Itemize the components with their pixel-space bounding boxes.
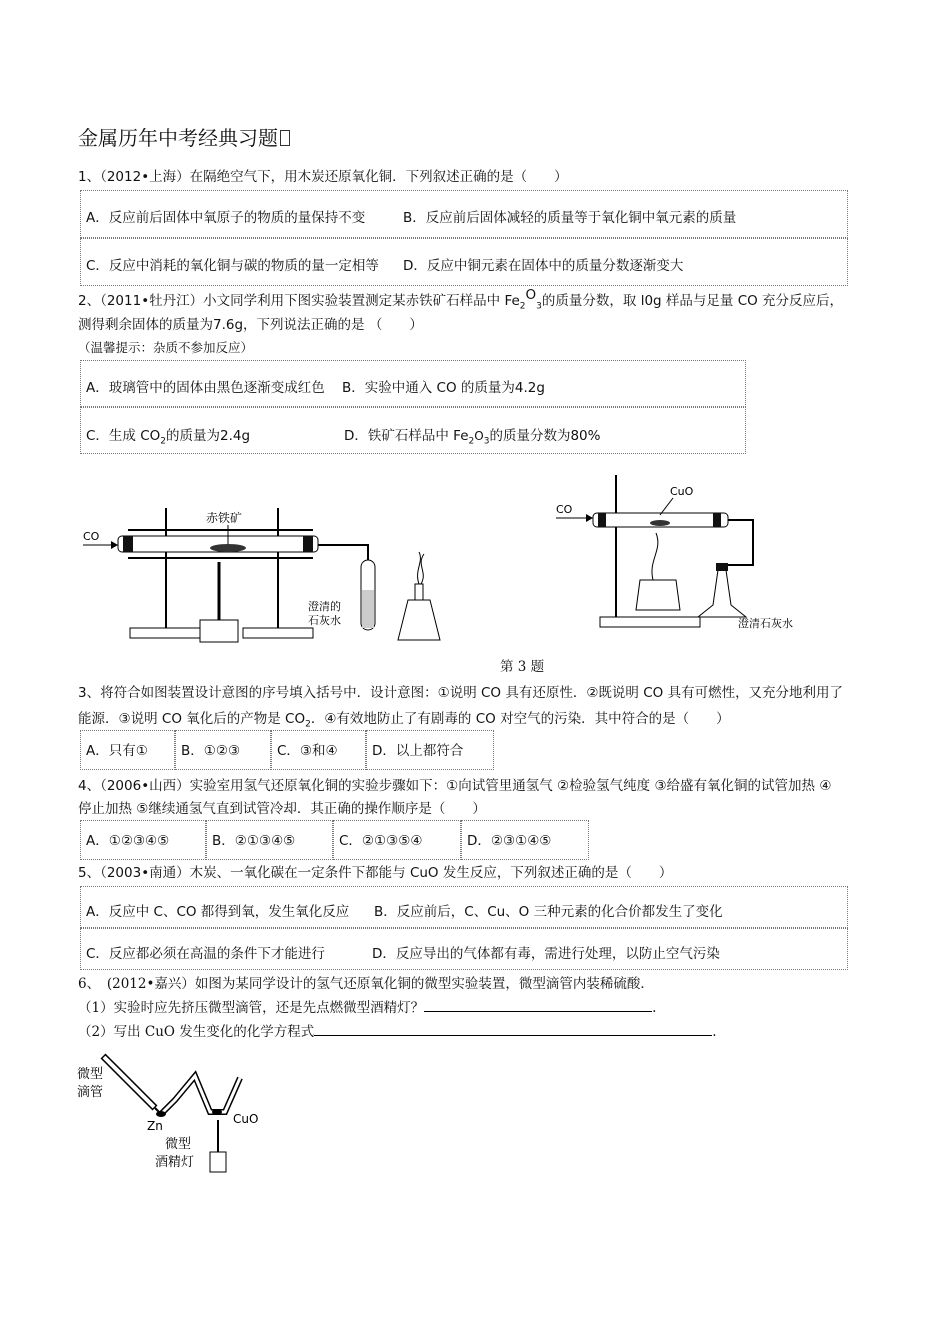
q4-option-b: B．②①③④⑤: [206, 820, 333, 860]
q5-option-c: C．反应都必须在高温的条件下才能进行: [86, 946, 325, 962]
q2-option-d: D．铁矿石样品中 $Fe_2O_3$的质量分数为80%: [344, 428, 601, 447]
limewater-label-2: 石灰水: [308, 614, 341, 627]
q2-option-c: C．生成 $CO_2$的质量为2.4g: [86, 428, 251, 447]
q6-sub2: （2）写出 CuO 发生变化的化学方程式 .: [78, 1021, 717, 1043]
right-stand-base: [243, 628, 313, 638]
q6-sub1: （1）实验时应先挤压微型滴管，还是先点燃微型酒精灯？ .: [78, 997, 656, 1019]
q5-option-a: A．反应中 C、CO 都得到氧，发生氧化反应: [86, 904, 350, 920]
q1-option-c: C．反应中消耗的氧化铜与碳的物质的量一定相等: [86, 258, 379, 274]
q2-stem: 2、（2011•牡丹江）小文同学利用下图实验装置测定某赤铁矿石样品中 $Fe_2O_3$的质量分数，取 l0g 样品与足量 CO 充分反应后，: [78, 287, 844, 312]
q4-stem-line1: 4、（2006•山西）实验室用氢气还原氧化铜的实验步骤如下：①向试管里通氢气 ②检验氢气纯度 ③给盛有氧化铜的试管加热 ④: [78, 778, 832, 794]
cuo-apparatus-figure: [548, 465, 838, 635]
cuo-label: CuO: [670, 485, 694, 498]
q2-hint: （温馨提示：杂质不参加反应）: [78, 340, 254, 355]
q4-option-d: D．②③①④⑤: [461, 820, 589, 860]
co-inlet-label: CO: [83, 530, 100, 543]
q5-option-d: D．反应导出的气体都有毒，需进行处理，以防止空气污染: [372, 946, 720, 962]
q2-option-b: B．实验中通入 CO 的质量为4.2g: [342, 380, 545, 396]
q6-answer-blank-2[interactable]: [314, 1021, 712, 1036]
burner: [200, 620, 238, 642]
q2-option-a: A．玻璃管中的固体由黑色逐渐变成红色: [86, 380, 325, 396]
q3-stem-line1: 3、将符合如图装置设计意图的序号填入括号中．设计意图：①说明 CO 具有还原性．②既说明 CO 具有可燃性，又充分地利用了: [78, 685, 844, 701]
q1-option-b: B．反应前后固体减轻的质量等于氧化铜中氧元素的质量: [403, 210, 737, 226]
stand-base: [600, 617, 700, 627]
q4-option-c: C．②①③⑤④: [333, 820, 461, 860]
co-inlet-label: CO: [556, 503, 573, 516]
q5-option-b: B．反应前后，C、Cu、O 三种元素的化合价都发生了变化: [374, 904, 723, 920]
q4-stem-line2: 停止加热 ⑤继续通氢气直到试管冷却．其正确的操作顺序是（ ）: [78, 801, 486, 817]
q6-stem: 6、 (2012•嘉兴）如图为某同学设计的氢气还原氧化铜的微型实验装置，微型滴管内装稀硫酸．: [78, 976, 654, 992]
limewater-label: 澄清石灰水: [738, 617, 793, 630]
page-title: 金属历年中考经典习题: [78, 122, 290, 151]
iron-ore-apparatus-figure: [78, 490, 458, 650]
limewater-flask: [698, 570, 746, 617]
left-stand-base: [130, 628, 200, 638]
q3-option-a: A．只有①: [80, 730, 175, 770]
burner: [636, 580, 680, 610]
limewater-label-1: 澄清的: [308, 600, 341, 613]
lamp-label-2: 酒精灯: [155, 1155, 195, 1170]
q5-stem: 5、（2003•南通）木炭、一氧化碳在一定条件下都能与 CuO 发生反应，下列叙述正确的是（ ）: [78, 865, 673, 881]
placeholder-box-icon: [280, 130, 290, 146]
micro-alcohol-lamp: [210, 1152, 226, 1172]
q3-stem-line2: 能源．③说明 CO 氧化后的产物是 $CO_2$．④有效地防止了有剧毒的 CO 对空气的污染．其中符合的是（ ）: [78, 711, 730, 730]
q4-option-a: A．①②③④⑤: [80, 820, 206, 860]
q6-answer-blank-1[interactable]: [424, 997, 652, 1012]
zn-label: Zn: [147, 1119, 163, 1133]
figure-caption: 第 3 题: [500, 659, 545, 675]
lamp-label-1: 微型: [165, 1137, 192, 1152]
q3-option-c: C．③和④: [271, 730, 366, 770]
dropper-label-2: 滴管: [77, 1085, 104, 1100]
ore-sample: [210, 544, 246, 552]
q3-option-d: D．以上都符合: [366, 730, 494, 770]
q3-option-b: B．①②③: [175, 730, 271, 770]
ore-label: 赤铁矿: [206, 511, 243, 525]
micro-apparatus-figure: [75, 1048, 275, 1178]
cuo-label: CuO: [233, 1112, 259, 1126]
q1-option-a: A．反应前后固体中氧原子的物质的量保持不变: [86, 210, 366, 226]
alcohol-lamp: [398, 600, 440, 640]
q2-stem-line2: 测得剩余固体的质量为7.6g，下列说法正确的是 （ ）: [78, 317, 423, 333]
dropper-label-1: 微型: [77, 1067, 104, 1082]
q1-stem: 1、（2012•上海）在隔绝空气下，用木炭还原氧化铜．下列叙述正确的是（ ）: [78, 169, 568, 185]
q1-option-d: D．反应中铜元素在固体中的质量分数逐渐变大: [403, 258, 684, 274]
